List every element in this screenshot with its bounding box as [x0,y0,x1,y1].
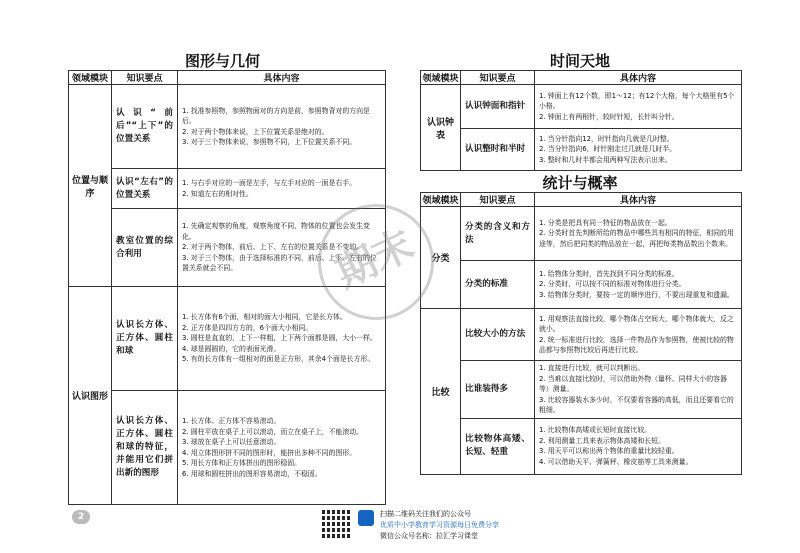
content-cell: 1. 给物体分类时，首先找到不同分类的标准。 2. 分类时，可以按不同的标准对物体进行分类。 3. 给物体分类时，要按一定的顺序进行，不要出现重复和遗漏。 [535,261,742,309]
point-cell: 认识“前后”“上下”的位置关系 [112,85,178,169]
footer-line1: 扫描二维码关注我们的公众号 [380,510,471,518]
content-cell: 1. 找准参照物，参照物面对的方向是前，参照物背对的方向是后。 2. 对于两个物体来说，上下位置关系是绝对的。 3. 对于三个物体来说，参照物不同，上下位置关系不同。 [178,85,386,169]
content-cell: 1. 当分针指向12，时针指向几就是几时整。 2. 当分针指向6，时针刚走过几就是几时半。 3. 整时和几时半都会用两种写法表示出来。 [535,129,742,171]
point-cell: 认识长方体、正方体、圆柱和球的特征，并能用它们拼出新的图形 [112,391,178,505]
point-cell: 教室位置的综合利用 [112,209,178,287]
page-number: 2 [72,510,90,524]
time-table [420,70,742,171]
header-point: 知识要点 [461,71,535,85]
watermark-stamp: 期末 [299,185,453,339]
content-cell: 1. 与右手对应的一面是左手，与左手对应的一面是右手。 2. 知道左右的相对性。 [178,169,386,209]
content-cell: 1. 分类是把具有同一特征的物品放在一起。 2. 分类时首先判断所给的物品中哪些具有相同的特征，相同的用途等，然后把同类的物品放在一起，再把每类物品数出个数来。 [535,207,742,261]
point-cell: 认识长方体、正方体、圆柱和球 [112,287,178,391]
point-cell: 比谁装得多 [461,361,535,419]
header-domain: 领域模块 [421,193,461,207]
stats-table [420,192,742,475]
domain-compare: 比较 [421,309,461,475]
point-cell: 认识钟面和指针 [461,85,535,129]
title-stats: 统计与概率 [542,174,618,192]
content-cell: 1. 长方体有6个面，相对的面大小相同，它是长方体。 2. 正方体是四四方方的，6个面大小相同。 3. 圆柱是直直的，上下一样粗，上下两个面都是圆，大小一样。 4. 球是圆圆的，它的表面光滑。 5. 有的长方体有一组相对的面是正方形，其余4个面是长方形。 [178,287,386,391]
content-cell: 1. 直接进行比较，就可以判断出。 2. 当难以直接比较时，可以借助外物（量杯、同样大小的容器等）测量。 3. 比较容器装水多少时，不仅要看容器的高低，而且还要看它的粗细。 [535,361,742,419]
content-cell: 1. 先确定观察的角度，观察角度不同，物体的位置也会发生变化。 2. 对于两个物体，前后、上下、左右的位置关系是不变的。 3. 对于三个物体，由于选择标准的不同，前后、上下、左右的位置关系就会不同。 [178,209,386,287]
qr-code-pattern [322,508,352,538]
point-cell: 认识“左右”的位置关系 [112,169,178,209]
header-point: 知识要点 [112,71,178,85]
point-cell: 分类的标准 [461,261,535,309]
brand-logo-icon [358,510,374,526]
point-cell: 分类的含义和方法 [461,207,535,261]
title-time: 时间天地 [549,52,610,70]
footer-line3: 微信公众号名称：拉汇学习课堂 [380,532,478,540]
header-content: 具体内容 [535,193,742,207]
footer-line2: 优质中小学教育学习资源每日免费分享 [380,521,499,529]
domain-shapes: 认识图形 [69,287,112,505]
header-point: 知识要点 [461,193,535,207]
header-domain: 领域模块 [421,71,461,85]
content-cell: 1. 钟面上有12个数，即1～12；有12个大格，每个大格里有5个小格。 2. 钟面上有两根针，较时针短，长针叫分针。 [535,85,742,129]
header-content: 具体内容 [178,71,386,85]
domain-position: 位置与顺序 [69,85,112,287]
domain-classify: 分类 [421,207,461,309]
point-cell: 比较大小的方法 [461,309,535,361]
content-cell: 1. 比较物体高矮或长短时直接比较。 2. 利用测量工具来表示物体高矮和长短。 3. 用天平可以称出两个物体的重量比较轻重。 4. 可以借助天平、弹簧秤、橡皮筋等工具来测量。 [535,418,742,474]
point-cell: 认识整时和半时 [461,129,535,171]
header-content: 具体内容 [535,71,742,85]
title-geometry: 图形与几何 [184,52,260,70]
point-cell: 比较物体高矮、长短、轻重 [461,418,535,474]
domain-clock: 认识钟表 [421,85,461,171]
content-cell: 1. 用观察法直接比较，哪个物体占空间大，哪个物体就大，反之就小。 2. 统一标准进行比较，选择一件物品作为参照物，使被比较的物品都与参照物比较后再进行比较。 [535,309,742,361]
header-domain: 领域模块 [69,71,112,85]
content-cell: 1. 长方体、正方体不容易滚动。 2. 圆柱平放在桌子上可以滚动，而立在桌子上，不能滚动。 3. 球放在桌子上可以任意滚动。 4. 用立体图形拼不同的图形时，能拼出多种不同的图形。 5. 用长方体和正方体拼出的图形稳固。 6. 用球和圆柱拼出的图形容易滚动，不稳固。 [178,391,386,505]
